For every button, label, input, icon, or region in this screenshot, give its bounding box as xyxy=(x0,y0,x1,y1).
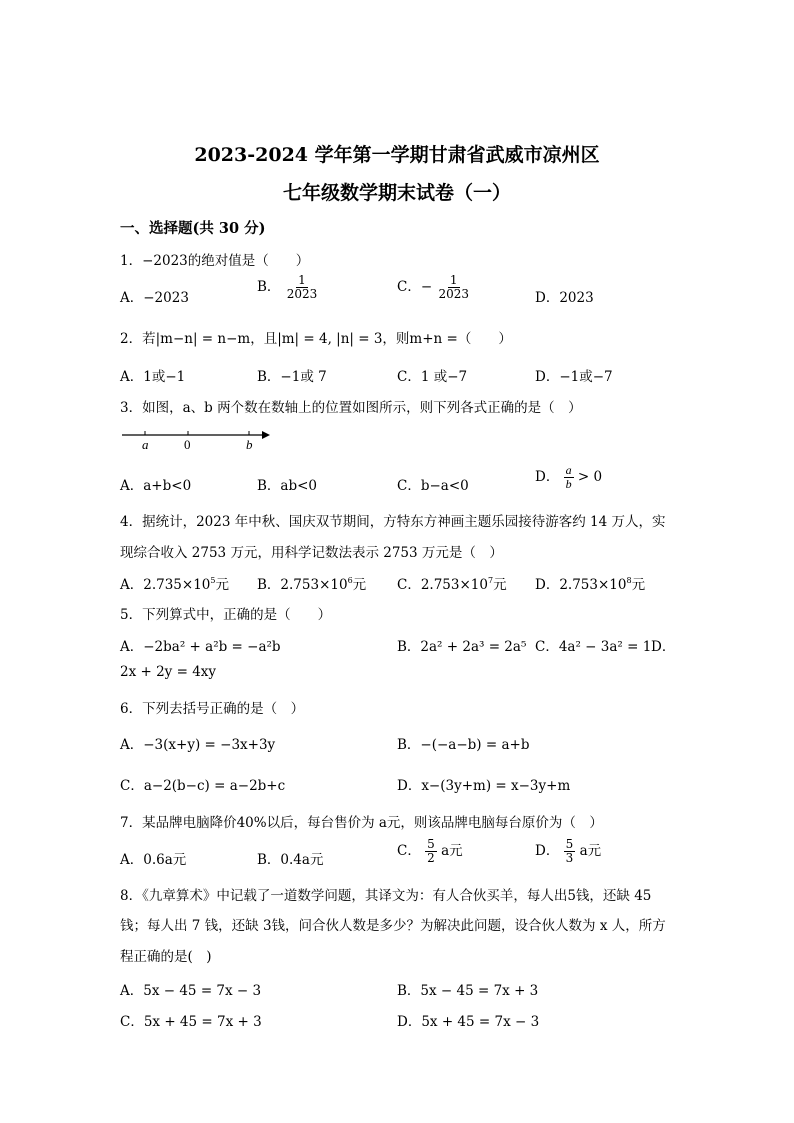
q3-option-a: A．a+b<0 xyxy=(120,478,192,494)
q1-option-d: D．2023 xyxy=(535,290,594,306)
question-4-stem-line2: 现综合收入 2753 万元，用科学记数法表示 2753 万元是（ ） xyxy=(120,545,503,561)
q3-d-numerator: a xyxy=(565,463,572,477)
q4-option-a xyxy=(120,573,229,593)
q4-d-exponent: 8 xyxy=(626,576,632,585)
q4-a-unit: 元 xyxy=(215,577,229,593)
q7-d-denominator: 3 xyxy=(565,851,574,866)
question-1-stem: 1．−2023的绝对值是（ ） xyxy=(120,253,310,269)
q4-option-c xyxy=(397,573,507,593)
q7-option-d-prefix: D． xyxy=(535,843,560,860)
q3-option-d xyxy=(535,464,602,491)
question-7-stem: 7．某品牌电脑降价40%以后，每台售价为 a元，则该品牌电脑每台原价为（ ） xyxy=(120,815,603,831)
q7-option-c-suffix: a元 xyxy=(441,843,463,860)
q1-c-numerator: 1 xyxy=(449,273,458,287)
q8-option-a: A．5x − 45 = 7x − 3 xyxy=(120,983,262,999)
q7-option-d-suffix: a元 xyxy=(579,843,602,860)
q3-d-denominator: b xyxy=(565,477,572,492)
axis-label-b: b xyxy=(246,437,253,452)
axis-label-a: a xyxy=(142,437,149,452)
q4-option-b xyxy=(257,573,366,593)
q4-a-exponent: 5 xyxy=(210,576,216,585)
question-6-stem: 6．下列去括号正确的是（ ） xyxy=(120,701,305,717)
exam-title-line1: 2023-2024 学年第一学期甘肃省武威市凉州区 xyxy=(194,144,600,166)
question-8-stem-line2: 钱；每人出 7 钱，还缺 3钱，问合伙人数是多少？为解决此问题，设合伙人数为 x 人，所方 xyxy=(120,918,666,934)
q3-option-d-suffix: > 0 xyxy=(577,469,603,486)
q7-c-denominator: 2 xyxy=(427,851,435,866)
q7-option-c-prefix: C． xyxy=(397,843,421,860)
question-4-stem-line1: 4．据统计，2023 年中秋、国庆双节期间，方特东方神画主题乐园接待游客约 14 万人，实 xyxy=(120,514,666,530)
q3-option-d-prefix: D． xyxy=(535,469,560,486)
q7-option-b: B．0.4a元 xyxy=(257,852,324,868)
q4-d-base: D．2.753×10 xyxy=(535,577,627,593)
q1-c-denominator: 2023 xyxy=(438,287,469,302)
q4-b-exponent: 6 xyxy=(347,576,353,585)
q8-option-d: D．5x + 45 = 7x − 3 xyxy=(397,1014,540,1030)
q2-option-d: D．−1或−7 xyxy=(535,369,613,385)
question-5-stem: 5．下列算式中，正确的是（ ） xyxy=(120,607,332,623)
question-8-stem-line3: 程正确的是( ) xyxy=(120,949,212,965)
q4-b-base: B．2.753×10 xyxy=(257,577,348,593)
q1-option-b xyxy=(257,274,319,301)
q7-option-c-fraction xyxy=(425,838,437,865)
q4-c-base: C．2.753×10 xyxy=(397,577,488,593)
q4-d-unit: 元 xyxy=(631,577,646,593)
q5-option-d-label: D． xyxy=(651,639,676,655)
q1-option-b-fraction xyxy=(285,274,320,301)
q8-option-b: B．5x − 45 = 7x + 3 xyxy=(397,983,539,999)
q4-b-unit: 元 xyxy=(352,577,367,593)
number-line-figure xyxy=(118,427,278,453)
section-heading-choice: 一、选择题(共 30 分) xyxy=(120,220,266,237)
q5-option-c: C．4a² − 3a² = 1 xyxy=(535,639,652,655)
q6-option-c: C．a−2(b−c) = a−2b+c xyxy=(120,778,286,794)
q2-option-b: B．−1或 7 xyxy=(257,369,327,385)
q4-c-exponent: 7 xyxy=(487,576,494,585)
q2-option-a: A．1或−1 xyxy=(120,369,186,385)
q6-option-a: A．−3(x+y) = −3x+3y xyxy=(120,737,276,753)
q1-option-c-fraction xyxy=(436,274,471,301)
q1-option-b-prefix: B． xyxy=(257,279,281,296)
q1-b-denominator: 2023 xyxy=(286,287,318,302)
q5-option-d-expression: 2x + 2y = 4xy xyxy=(120,664,217,680)
number-line-arrow xyxy=(262,431,270,439)
q7-d-numerator: 5 xyxy=(565,837,574,851)
q7-option-c xyxy=(397,838,463,865)
q1-option-a: A．−2023 xyxy=(120,290,189,306)
q1-option-c xyxy=(397,274,471,301)
question-2-stem: 2．若|m−n| = n−m，且|m| = 4, |n| = 3，则m+n =（ ） xyxy=(120,331,512,347)
q3-option-d-fraction xyxy=(564,464,574,491)
q2-option-c: C．1 或−7 xyxy=(397,369,468,385)
q1-option-c-prefix: C．− xyxy=(397,279,433,296)
q4-c-unit: 元 xyxy=(493,577,507,593)
q7-c-numerator: 5 xyxy=(427,837,435,851)
q7-option-d xyxy=(535,838,601,865)
q6-option-b: B．−(−a−b) = a+b xyxy=(397,737,530,753)
q4-a-base: A．2.735×10 xyxy=(120,577,211,593)
q5-option-b: B．2a² + 2a³ = 2a⁵ xyxy=(397,639,527,655)
q3-option-c: C．b−a<0 xyxy=(397,478,469,494)
q8-option-c: C．5x + 45 = 7x + 3 xyxy=(120,1014,262,1030)
question-3-stem: 3．如图，a、b 两个数在数轴上的位置如图所示，则下列各式正确的是（ ） xyxy=(120,400,582,416)
q3-option-b: B．ab<0 xyxy=(257,478,318,494)
exam-title-line2: 七年级数学期末试卷（一） xyxy=(282,182,511,204)
question-8-stem-line1: 8．《九章算术》中记载了一道数学问题，其译文为：有人合伙买羊，每人出5钱，还缺 45 xyxy=(120,888,652,904)
q4-option-d xyxy=(535,573,645,593)
q5-option-a: A．−2ba² + a²b = −a²b xyxy=(120,639,281,655)
q6-option-d: D．x−(3y+m) = x−3y+m xyxy=(397,778,571,794)
q1-b-numerator: 1 xyxy=(298,273,306,287)
q7-option-a: A．0.6a元 xyxy=(120,852,187,868)
q7-option-d-fraction xyxy=(564,838,576,865)
axis-label-zero: 0 xyxy=(184,437,191,452)
